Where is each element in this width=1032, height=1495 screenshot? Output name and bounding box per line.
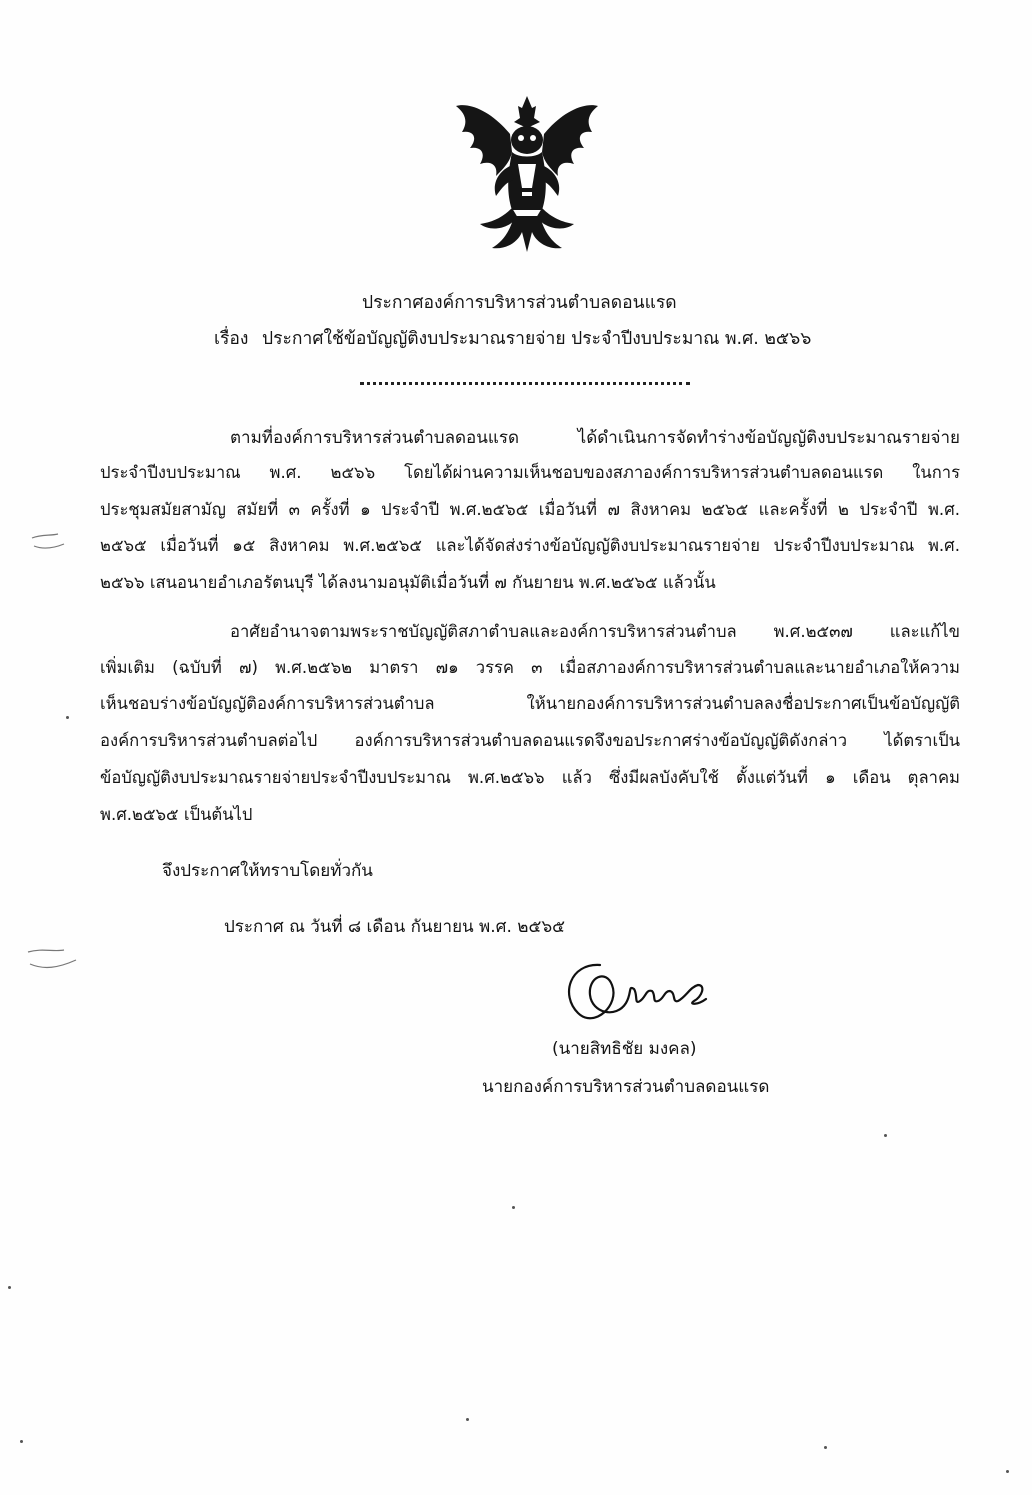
scan-speck	[466, 1418, 469, 1421]
subject-text: ประกาศใช้ข้อบัญญัติงบประมาณรายจ่าย ประจำปีงบประมาณ พ.ศ. ๒๕๖๖	[262, 329, 812, 349]
paragraph-2-line-3: เห็นชอบร่างข้อบัญญัติองค์การบริหารส่วนตำบล ให้นายกองค์การบริหารส่วนตำบลลงชื่อประกาศเป็นข้อบัญญัติ	[100, 694, 960, 713]
scan-speck	[20, 1440, 23, 1443]
paragraph-2-line-2: เพิ่มเติม (ฉบับที่ ๗) พ.ศ.๒๕๖๒ มาตรา ๗๑ วรรค ๓ เมื่อสภาองค์การบริหารส่วนตำบลและนายอำเภอให้ความ	[100, 658, 960, 677]
closing-statement: จึงประกาศให้ทราบโดยทั่วกัน	[162, 861, 373, 881]
scan-speck	[824, 1446, 827, 1449]
margin-scribble-2	[24, 944, 84, 974]
announcement-title: ประกาศองค์การบริหารส่วนตำบลดอนแรด	[362, 293, 677, 313]
paragraph-2-line-1: อาศัยอำนาจตามพระราชบัญญัติสภาตำบลและองค์การบริหารส่วนตำบล พ.ศ.๒๕๓๗ และแก้ไข	[230, 622, 960, 641]
title-divider	[360, 382, 690, 385]
garuda-emblem	[452, 92, 602, 258]
subject-label: เรื่อง	[214, 329, 249, 349]
signatory-position: นายกองค์การบริหารส่วนตำบลดอนแรด	[482, 1077, 770, 1097]
scan-speck	[884, 1134, 887, 1137]
handwritten-signature	[560, 955, 720, 1035]
scan-speck	[512, 1206, 515, 1209]
paragraph-1-line-5: ๒๕๖๖ เสนอนายอำเภอรัตนบุรี ได้ลงนามอนุมัติเมื่อวันที่ ๗ กันยายน พ.ศ.๒๕๖๕ แล้วนั้น	[100, 573, 716, 592]
paragraph-1-line-1: ตามที่องค์การบริหารส่วนตำบลดอนแรด ได้ดำเนินการจัดทำร่างข้อบัญญัติงบประมาณรายจ่าย	[230, 428, 960, 448]
paragraph-1-line-2: ประจำปีงบประมาณ พ.ศ. ๒๕๖๖ โดยได้ผ่านความเห็นชอบของสภาองค์การบริหารส่วนตำบลดอนแรด ในการ	[100, 463, 960, 482]
paragraph-1-line-4: ๒๕๖๕ เมื่อวันที่ ๑๕ สิงหาคม พ.ศ.๒๕๖๕ และได้จัดส่งร่างข้อบัญญัติงบประมาณรายจ่าย ประจำปีงบประมาณ พ.ศ.	[100, 536, 960, 555]
scan-speck	[1006, 1470, 1009, 1473]
scan-speck	[66, 716, 69, 719]
paragraph-2-line-4: องค์การบริหารส่วนตำบลต่อไป องค์การบริหารส่วนตำบลดอนแรดจึงขอประกาศร่างข้อบัญญัติดังกล่าว ได้ตราเป็น	[100, 731, 960, 750]
margin-scribble-1	[28, 530, 68, 554]
announcement-date: ประกาศ ณ วันที่ ๘ เดือน กันยายน พ.ศ. ๒๕๖๕	[224, 917, 565, 937]
signatory-name: (นายสิทธิชัย มงคล)	[552, 1039, 697, 1059]
paragraph-2-line-6: พ.ศ.๒๕๖๕ เป็นต้นไป	[100, 805, 253, 824]
scan-speck	[8, 1286, 11, 1289]
paragraph-1-line-3: ประชุมสมัยสามัญ สมัยที่ ๓ ครั้งที่ ๑ ประจำปี พ.ศ.๒๕๖๕ เมื่อวันที่ ๗ สิงหาคม ๒๕๖๕ และครั้งที่ ๒ ประจำปี พ.ศ.	[100, 500, 960, 519]
paragraph-2-line-5: ข้อบัญญัติงบประมาณรายจ่ายประจำปีงบประมาณ พ.ศ.๒๕๖๖ แล้ว ซึ่งมีผลบังคับใช้ ตั้งแต่วันที่ ๑ เดือน ตุลาคม	[100, 768, 960, 787]
